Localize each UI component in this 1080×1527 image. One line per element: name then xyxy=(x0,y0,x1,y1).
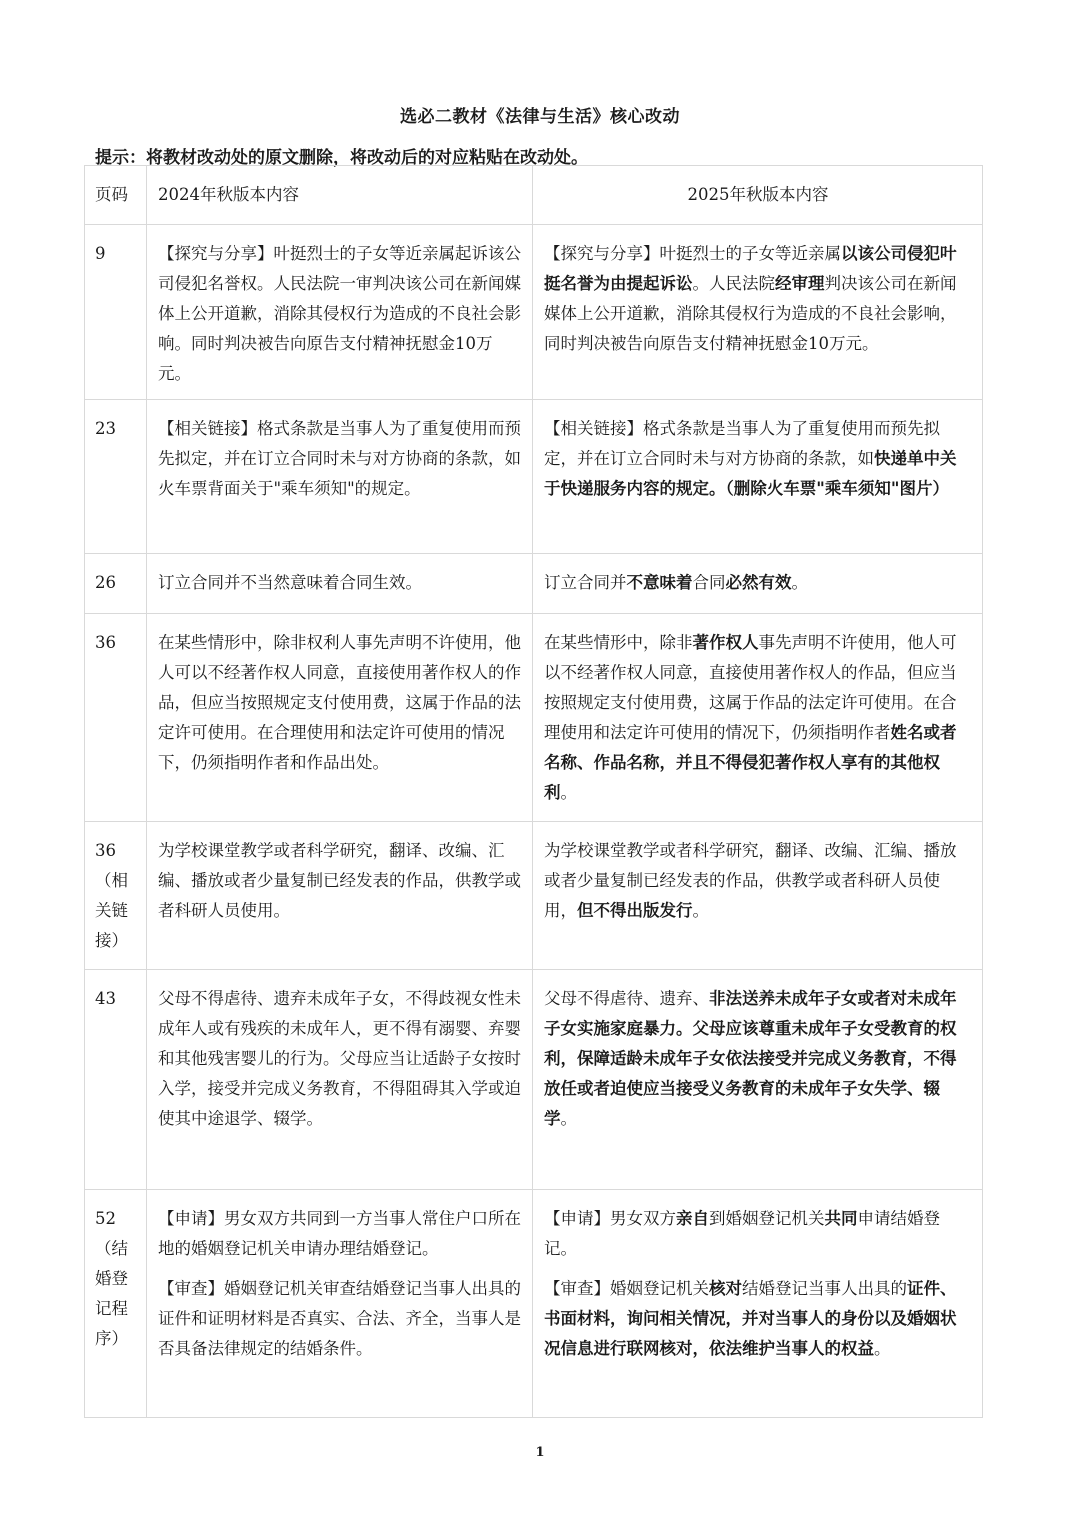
table-row xyxy=(85,400,983,554)
old-paragraph: 【相关链接】格式条款是当事人为了重复使用而预先拟定，并在订立合同时未与对方协商的条款，如火车票背面关于"乘车须知"的规定。 xyxy=(158,419,521,498)
table-row xyxy=(85,554,983,614)
table-row xyxy=(85,614,983,822)
header-page: 页码 xyxy=(85,166,147,225)
table-row xyxy=(85,970,983,1190)
unchanged-text: 。 xyxy=(692,901,709,920)
old-paragraph: 在某些情形中，除非权利人事先声明不许使用，他人可以不经著作权人同意，直接使用著作权人的作品，但应当按照规定支付使用费，这属于作品的法定许可使用。在合理使用和法定许可使用的情况下，仍须指明作者和作品出处。 xyxy=(158,633,521,772)
unchanged-text: 父母不得虐待、遗弃、 xyxy=(544,989,709,1008)
unchanged-text: 。 xyxy=(560,1109,577,1128)
old-paragraph: 【申请】男女双方共同到一方当事人常住户口所在地的婚姻登记机关申请办理结婚登记。 xyxy=(158,1209,521,1258)
unchanged-text: 申请结婚登记。 xyxy=(544,1209,940,1258)
unchanged-text: 事先声明不许使用，他人可以不经著作权人同意，直接使用著作权人的作品，但应当按照规定支付使用费，这属于作品的法定许可使用。在合理使用和法定许可使用的情况下，仍须指明作者 xyxy=(544,633,957,742)
comparison-table xyxy=(84,165,983,1418)
changed-text: 非法送养未成年子女或者对未成年子女实施家庭暴力。父母应该尊重未成年子女受教育的权利，保障适龄未成年子女依法接受并完成义务教育，不得放任或者迫使应当接受义务教育的未成年子女失学、辍学 xyxy=(544,989,957,1128)
old-content-cell xyxy=(147,1190,533,1418)
new-paragraph xyxy=(544,1274,972,1364)
changed-text: 亲自 xyxy=(676,1209,709,1228)
page-number: 1 xyxy=(535,1445,545,1460)
changed-text: 著作权人 xyxy=(692,633,759,652)
page-cell: 43 xyxy=(85,970,147,1190)
unchanged-text: 到婚姻登记机关 xyxy=(709,1209,825,1228)
new-paragraph xyxy=(544,1204,972,1264)
changed-text: 经审理 xyxy=(775,274,825,293)
changed-text: 不意味着 xyxy=(626,573,693,592)
table-row xyxy=(85,225,983,400)
old-paragraph: 【审查】婚姻登记机关审查结婚登记当事人出具的证件和证明材料是否真实、合法、齐全，当事人是否具备法律规定的结婚条件。 xyxy=(158,1279,521,1358)
page-cell: 36 xyxy=(85,614,147,822)
changed-text: 以该公司侵犯叶挺名誉为由提起诉讼 xyxy=(544,244,957,293)
new-content-cell xyxy=(533,614,983,822)
new-content-cell xyxy=(533,1190,983,1418)
old-paragraph: 【探究与分享】叶挺烈士的子女等近亲属起诉该公司侵犯名誉权。人民法院一审判决该公司在新闻媒体上公开道歉，消除其侵权行为造成的不良社会影响。同时判决被告向原告支付精神抚慰金10万元。 xyxy=(158,244,521,383)
comparison-table-body xyxy=(85,166,983,1418)
new-content-cell xyxy=(533,554,983,614)
changed-text: 但不得出版发行 xyxy=(577,901,693,920)
unchanged-text: 判决该公司在新闻媒体上公开道歉，消除其侵权行为造成的不良社会影响，同时判决被告向原告支付精神抚慰金10万元。 xyxy=(544,274,957,353)
page-cell: 9 xyxy=(85,225,147,400)
document-title: 选必二教材《法律与生活》核心改动 xyxy=(400,107,680,127)
new-content-cell xyxy=(533,822,983,970)
new-content-cell xyxy=(533,400,983,554)
table-row xyxy=(85,1190,983,1418)
old-content-cell xyxy=(147,225,533,400)
hint-text: 提示：将教材改动处的原文删除，将改动后的对应粘贴在改动处。 xyxy=(95,148,588,168)
old-content-cell xyxy=(147,970,533,1190)
unchanged-text: 【申请】男女双方 xyxy=(544,1209,676,1228)
header-2024-version: 2024年秋版本内容 xyxy=(147,166,533,225)
unchanged-text: 。 xyxy=(560,783,577,802)
page-cell: 52（结婚登记程序） xyxy=(85,1190,147,1418)
unchanged-text: 【探究与分享】叶挺烈士的子女等近亲属 xyxy=(544,244,841,263)
unchanged-text: 结婚登记当事人出具的 xyxy=(742,1279,907,1298)
old-content-cell xyxy=(147,554,533,614)
header-2025-version: 2025年秋版本内容 xyxy=(533,166,983,225)
unchanged-text: 。 xyxy=(791,573,808,592)
table-row xyxy=(85,822,983,970)
unchanged-text: 为学校课堂教学或者科学研究，翻译、改编、汇编、播放或者少量复制已经发表的作品，供教学或者科研人员使用， xyxy=(544,841,957,920)
old-content-cell xyxy=(147,614,533,822)
old-paragraph: 为学校课堂教学或者科学研究，翻译、改编、汇编、播放或者少量复制已经发表的作品，供教学或者科研人员使用。 xyxy=(158,841,521,920)
old-paragraph: 订立合同并不当然意味着合同生效。 xyxy=(158,573,422,592)
unchanged-text: 订立合同并 xyxy=(544,573,627,592)
page-cell: 36（相关链接） xyxy=(85,822,147,970)
new-paragraph xyxy=(544,239,972,359)
unchanged-text: 。人民法院 xyxy=(692,274,775,293)
new-paragraph xyxy=(544,984,972,1134)
new-paragraph xyxy=(544,568,972,598)
unchanged-text: 【审查】婚姻登记机关 xyxy=(544,1279,709,1298)
changed-text: 共同 xyxy=(824,1209,858,1228)
changed-text: 姓名或者名称、作品名称，并且不得侵犯著作权人享有的其他权利 xyxy=(544,723,957,802)
new-paragraph xyxy=(544,628,972,808)
new-content-cell xyxy=(533,225,983,400)
page-cell: 26 xyxy=(85,554,147,614)
old-content-cell xyxy=(147,822,533,970)
changed-text: 快递单中关于快递服务内容的规定。（删除火车票"乘车须知"图片） xyxy=(544,449,957,498)
new-content-cell xyxy=(533,970,983,1190)
old-content-cell xyxy=(147,400,533,554)
new-paragraph xyxy=(544,836,972,926)
unchanged-text: 【相关链接】格式条款是当事人为了重复使用而预先拟定，并在订立合同时未与对方协商的条款，如 xyxy=(544,419,940,468)
unchanged-text: 。 xyxy=(874,1339,891,1358)
changed-text: 证件、书面材料，询问相关情况，并对当事人的身份以及婚姻状况信息进行联网核对，依法维护当事人的权益 xyxy=(544,1279,957,1358)
changed-text: 核对 xyxy=(709,1279,742,1298)
table-header-row xyxy=(85,166,983,225)
unchanged-text: 在某些情形中，除非 xyxy=(544,633,693,652)
old-paragraph: 父母不得虐待、遗弃未成年子女，不得歧视女性未成年人或有残疾的未成年人，更不得有溺婴、弃婴和其他残害婴儿的行为。父母应当让适龄子女按时入学，接受并完成义务教育，不得阻碍其入学或迫使其中途退学、辍学。 xyxy=(158,989,521,1128)
unchanged-text: 合同 xyxy=(692,573,726,592)
new-paragraph xyxy=(544,414,972,504)
changed-text: 必然有效 xyxy=(725,573,792,592)
page-cell: 23 xyxy=(85,400,147,554)
